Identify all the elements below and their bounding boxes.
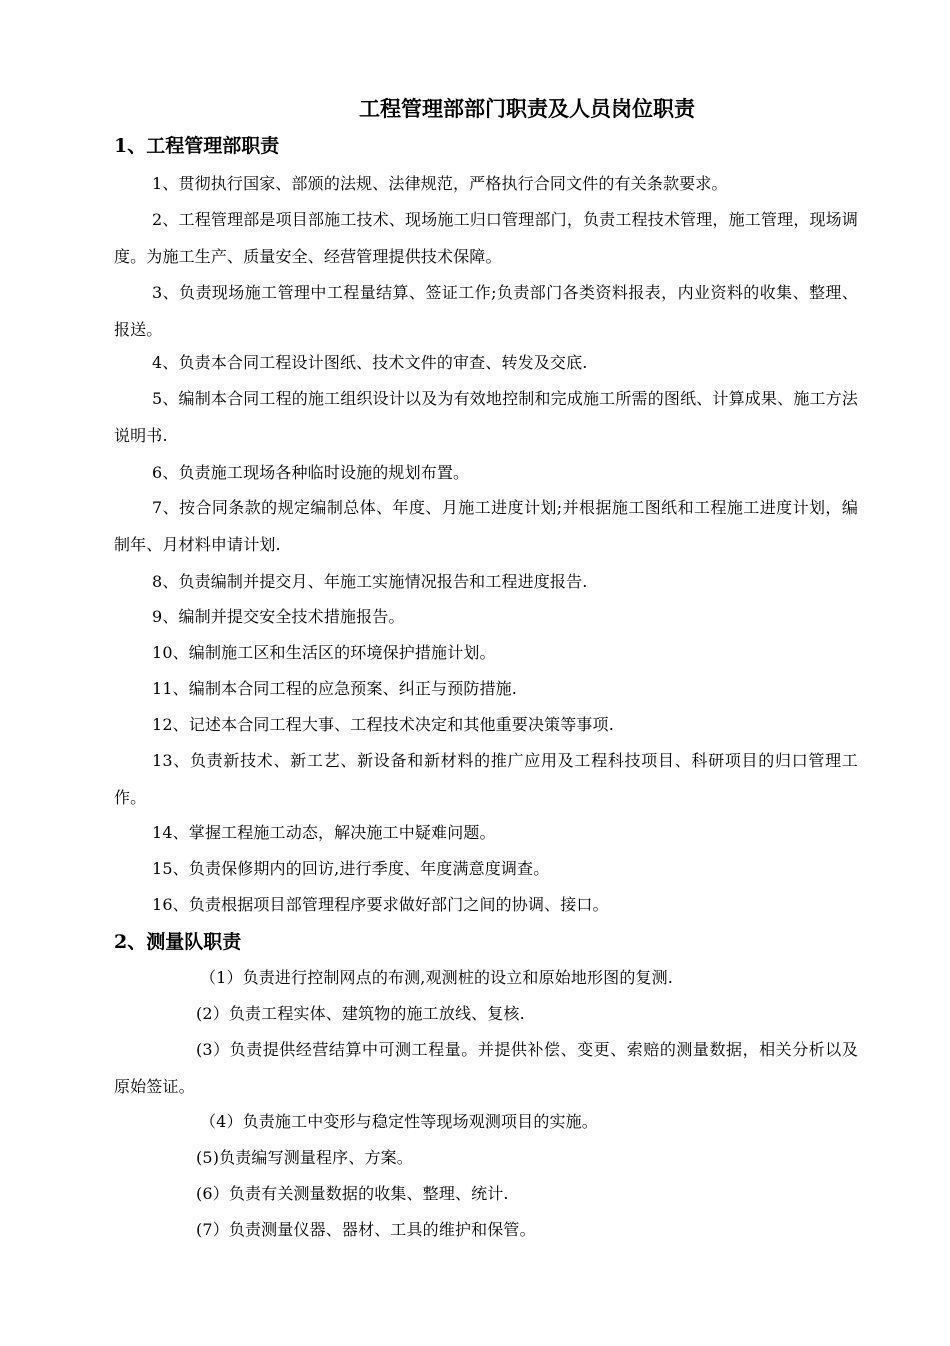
list-item: 2、工程管理部是项目部施工技术、现场施工归口管理部门，负责工程技术管理，施工管理，现场调度。为施工生产、质量安全、经营管理提供技术保障。 [114,210,858,266]
list-item: 1、贯彻执行国家、部颁的法规、法律规范，严格执行合同文件的有关条款要求。 [152,174,728,193]
section-heading-survey: 2、测量队职责 [114,931,242,953]
document-title: 工程管理部部门职责及人员岗位职责 [359,96,695,121]
list-item: (2）负责工程实体、建筑物的施工放线、复核. [196,1004,525,1023]
list-item: (7）负责测量仪器、器材、工具的维护和保管。 [196,1220,536,1239]
list-item: （1）负责进行控制网点的布测,观测桩的设立和原始地形图的复测. [200,968,674,987]
list-item: (5)负责编写测量程序、方案。 [196,1148,413,1167]
list-item: 7、按合同条款的规定编制总体、年度、月施工进度计划;并根据施工图纸和工程施工进度计划，编制年、月材料申请计划. [114,498,858,554]
list-item: 8、负责编制并提交月、年施工实施情况报告和工程进度报告. [152,572,588,591]
list-item: 14、掌握工程施工动态，解决施工中疑难问题。 [152,823,496,842]
list-item: 13、负责新技术、新工艺、新设备和新材料的推广应用及工程科技项目、科研项目的归口管理工作。 [114,751,858,807]
list-item: 4、负责本合同工程设计图纸、技术文件的审查、转发及交底. [152,353,588,372]
list-item: 9、编制并提交安全技术措施报告。 [152,607,405,626]
section-heading-engineering: 1、工程管理部职责 [114,135,280,157]
list-item: 6、负责施工现场各种临时设施的规划布置。 [152,463,470,482]
list-item: 15、负责保修期内的回访,进行季度、年度满意度调查。 [152,859,550,878]
list-item: (6）负责有关测量数据的收集、整理、统计. [196,1184,509,1203]
list-item: 12、记述本合同工程大事、工程技术决定和其他重要决策等事项. [152,715,614,734]
list-item: 3、负责现场施工管理中工程量结算、签证工作;负责部门各类资料报表，内业资料的收集、整理、报送。 [114,283,858,339]
list-item: (3）负责提供经营结算中可测工程量。并提供补偿、变更、索赔的测量数据，相关分析以及原始签证。 [114,1040,858,1096]
list-item: 16、负责根据项目部管理程序要求做好部门之间的协调、接口。 [152,895,609,914]
list-item: （4）负责施工中变形与稳定性等现场观测项目的实施。 [200,1112,598,1131]
list-item: 5、编制本合同工程的施工组织设计以及为有效地控制和完成施工所需的图纸、计算成果、施工方法说明书. [114,389,858,445]
list-item: 10、编制施工区和生活区的环境保护措施计划。 [152,643,496,662]
list-item: 11、编制本合同工程的应急预案、纠正与预防措施. [152,679,518,698]
